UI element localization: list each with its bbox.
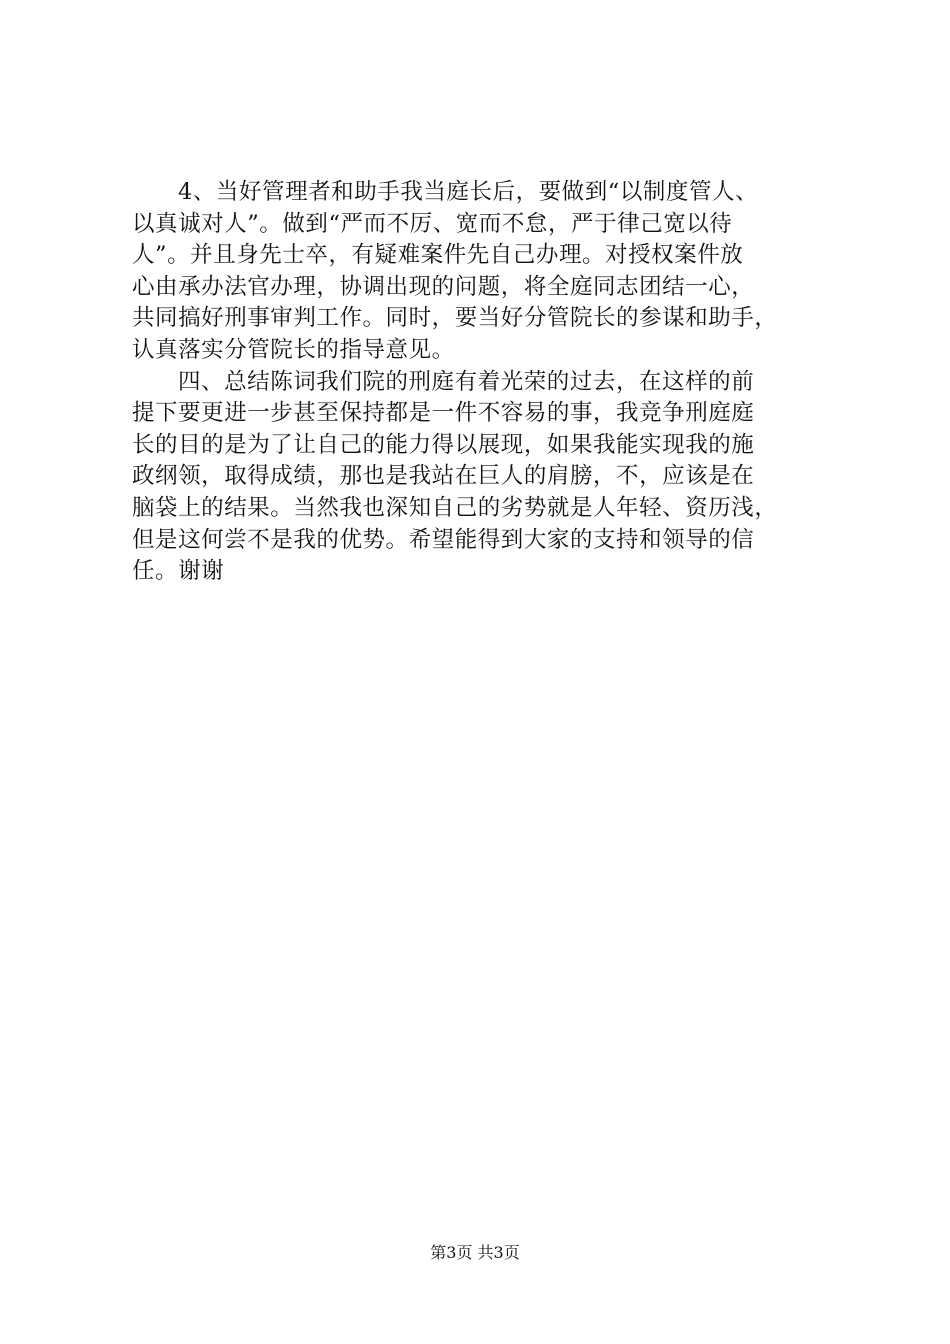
paragraph-line: 四、总结陈词我们院的刑庭有着光荣的过去，在这样的前 bbox=[178, 368, 755, 395]
paragraph-line: 提下要更进一步甚至保持都是一件不容易的事，我竞争刑庭庭 bbox=[132, 400, 755, 427]
body-text bbox=[132, 177, 852, 588]
paragraph-line: 人”。并且身先士卒，有疑难案件先自己办理。对授权案件放 bbox=[132, 242, 744, 269]
paragraph-line: 脑袋上的结果。当然我也深知自己的劣势就是人年轻、资历浅， bbox=[132, 494, 778, 521]
paragraph-line: 心由承办法官办理，协调出现的问题，将全庭同志团结一心， bbox=[132, 273, 755, 300]
paragraph-line: 共同搞好刑事审判工作。同时，要当好分管院长的参谋和助手， bbox=[132, 305, 778, 332]
paragraph-line: 4、当好管理者和助手我当庭长后，要做到“以制度管人、 bbox=[178, 179, 759, 205]
paragraph-line: 政纲领，取得成绩，那也是我站在巨人的肩膀，不，应该是在 bbox=[132, 463, 755, 490]
paragraph-line: 长的目的是为了让自己的能力得以展现，如果我能实现我的施 bbox=[132, 431, 755, 458]
page-number-footer: 第3页 共3页 bbox=[430, 1243, 520, 1262]
paragraph-line: 任。谢谢 bbox=[132, 558, 225, 585]
paragraph-duty-manager bbox=[132, 177, 852, 367]
paragraph-line: 以真诚对人”。做到“严而不厉、宽而不怠，严于律己宽以待 bbox=[132, 210, 733, 237]
paragraph-line: 但是这何尝不是我的优势。希望能得到大家的支持和领导的信 bbox=[132, 526, 755, 553]
paragraph-line: 认真落实分管院长的指导意见。 bbox=[132, 336, 455, 363]
paragraph-conclusion bbox=[132, 367, 852, 588]
